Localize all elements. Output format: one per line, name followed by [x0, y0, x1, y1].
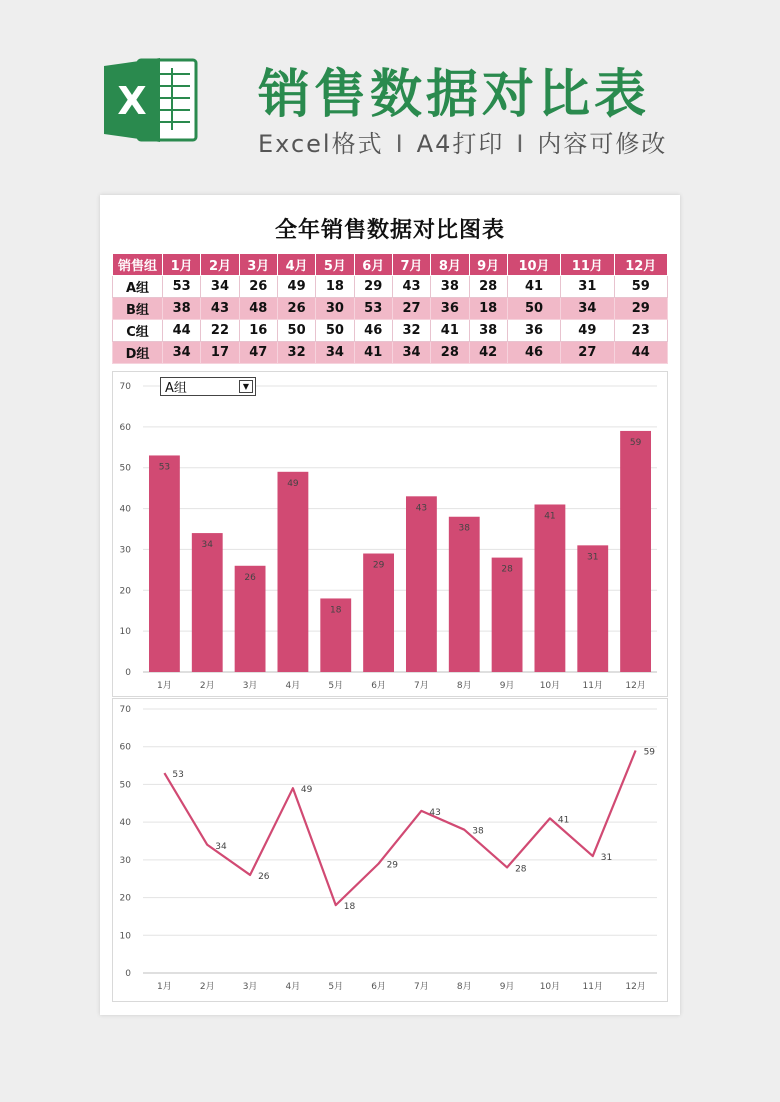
table-value-cell: 32	[392, 320, 430, 342]
subline-separator: I	[516, 130, 526, 158]
bar	[363, 554, 394, 672]
y-tick-label: 40	[119, 818, 131, 829]
table-row	[113, 320, 668, 342]
table-value-cell: 22	[201, 320, 239, 342]
x-tick-label: 8月	[456, 681, 472, 691]
line-chart-svg	[113, 699, 667, 1001]
table-value-cell: 30	[316, 298, 354, 320]
bar-data-label: 43	[415, 503, 428, 514]
bar	[449, 517, 480, 672]
table-value-cell: 31	[561, 276, 614, 298]
x-tick-label: 5月	[328, 982, 344, 992]
y-tick-label: 50	[119, 463, 131, 474]
bar	[620, 431, 651, 672]
logo-letter: X	[117, 79, 147, 123]
x-tick-label: 10月	[539, 681, 561, 691]
table-value-cell: 43	[201, 298, 239, 320]
y-tick-label: 20	[119, 586, 131, 597]
line-data-label: 18	[343, 902, 356, 913]
bar-data-label: 41	[544, 511, 556, 522]
table-value-cell: 43	[392, 276, 430, 298]
x-tick-label: 7月	[414, 982, 429, 992]
table-value-cell: 53	[354, 298, 392, 320]
series-line	[164, 750, 635, 905]
table-row	[113, 276, 668, 298]
table-value-cell: 27	[392, 298, 430, 320]
x-tick-label: 11月	[582, 681, 603, 691]
table-value-cell: 36	[507, 320, 560, 342]
y-tick-label: 40	[119, 504, 131, 515]
table-month-header: 7月	[392, 254, 430, 276]
sales-table	[112, 253, 668, 364]
table-value-cell: 46	[354, 320, 392, 342]
y-tick-label: 60	[119, 422, 131, 433]
bar-data-label: 26	[244, 572, 256, 583]
table-value-cell: 29	[614, 298, 667, 320]
x-tick-label: 3月	[242, 982, 258, 992]
x-tick-label: 1月	[157, 681, 172, 691]
x-tick-label: 1月	[157, 982, 172, 992]
table-value-cell: 41	[507, 276, 560, 298]
table-value-cell: 36	[431, 298, 469, 320]
page-headline: 销售数据对比表	[258, 65, 651, 125]
table-row	[113, 342, 668, 364]
table-value-cell: 44	[163, 320, 201, 342]
x-tick-label: 6月	[371, 681, 386, 691]
table-value-cell: 44	[614, 342, 667, 364]
bar-chart	[112, 371, 668, 697]
excel-icon	[100, 50, 200, 150]
line-data-label: 59	[643, 747, 656, 758]
x-tick-label: 8月	[456, 982, 472, 992]
bar-data-label: 53	[158, 462, 171, 473]
table-header-row	[113, 254, 668, 276]
table-month-header: 4月	[277, 254, 315, 276]
table-value-cell: 34	[561, 298, 614, 320]
x-tick-label: 9月	[499, 681, 515, 691]
x-tick-label: 3月	[242, 681, 258, 691]
line-data-label: 43	[429, 807, 441, 818]
line-data-label: 41	[557, 815, 570, 826]
table-month-header: 9月	[469, 254, 507, 276]
y-tick-label: 10	[119, 931, 131, 942]
x-tick-label: 11月	[582, 982, 603, 992]
table-month-header: 10月	[507, 254, 560, 276]
y-tick-label: 20	[119, 893, 131, 904]
line-data-label: 53	[172, 770, 184, 781]
table-value-cell: 50	[507, 298, 560, 320]
line-data-label: 38	[472, 826, 484, 837]
bar-data-label: 59	[629, 437, 642, 448]
y-tick-label: 60	[119, 742, 131, 753]
table-value-cell: 27	[561, 342, 614, 364]
table-value-cell: 59	[614, 276, 667, 298]
bar-data-label: 49	[287, 478, 299, 489]
line-data-label: 28	[515, 864, 527, 875]
dropdown-arrow-icon[interactable]: ▼	[239, 380, 253, 393]
line-data-label: 29	[386, 860, 399, 871]
x-tick-label: 12月	[625, 681, 646, 691]
table-value-cell: 34	[201, 276, 239, 298]
y-tick-label: 30	[119, 855, 131, 866]
subline-paper: A4打印	[416, 130, 505, 158]
table-group-cell: B组	[113, 298, 163, 320]
table-month-header: 3月	[239, 254, 277, 276]
table-value-cell: 46	[507, 342, 560, 364]
table-value-cell: 49	[561, 320, 614, 342]
table-month-header: 5月	[316, 254, 354, 276]
page-subline	[258, 124, 667, 159]
table-value-cell: 26	[239, 276, 277, 298]
sheet-title: 全年销售数据对比图表	[274, 218, 505, 243]
x-tick-label: 12月	[625, 982, 646, 992]
y-tick-label: 30	[119, 545, 131, 556]
bar-data-label: 38	[458, 523, 470, 534]
table-value-cell: 17	[201, 342, 239, 364]
table-value-cell: 53	[163, 276, 201, 298]
table-month-header: 11月	[561, 254, 614, 276]
table-value-cell: 26	[277, 298, 315, 320]
x-tick-label: 9月	[499, 982, 515, 992]
table-value-cell: 34	[316, 342, 354, 364]
table-value-cell: 18	[316, 276, 354, 298]
x-tick-label: 5月	[328, 681, 344, 691]
group-select[interactable]	[160, 377, 256, 396]
table-value-cell: 50	[316, 320, 354, 342]
table-month-header: 1月	[163, 254, 201, 276]
table-value-cell: 49	[277, 276, 315, 298]
bar-data-label: 34	[201, 540, 213, 551]
x-tick-label: 6月	[371, 982, 386, 992]
subline-separator: I	[395, 130, 405, 158]
line-data-label: 31	[600, 853, 613, 864]
table-group-cell: C组	[113, 320, 163, 342]
bar-chart-svg	[113, 372, 667, 696]
bar	[577, 545, 608, 672]
y-tick-label: 0	[125, 969, 131, 979]
bar-data-label: 28	[501, 564, 513, 575]
subline-edit: 内容可修改	[537, 130, 668, 158]
bar	[534, 504, 565, 672]
line-chart	[112, 698, 668, 1002]
bar-data-label: 18	[330, 605, 342, 616]
table-value-cell: 41	[431, 320, 469, 342]
x-tick-label: 4月	[285, 681, 301, 691]
x-tick-label: 4月	[285, 982, 301, 992]
table-value-cell: 50	[277, 320, 315, 342]
x-tick-label: 2月	[199, 982, 215, 992]
table-value-cell: 16	[239, 320, 277, 342]
y-tick-label: 50	[119, 780, 131, 791]
table-group-cell: A组	[113, 276, 163, 298]
line-data-label: 34	[215, 841, 227, 852]
table-value-cell: 42	[469, 342, 507, 364]
bar	[149, 455, 180, 672]
table-value-cell: 38	[163, 298, 201, 320]
spreadsheet-sheet	[100, 195, 680, 1015]
table-month-header: 6月	[354, 254, 392, 276]
table-value-cell: 23	[614, 320, 667, 342]
subline-format: Excel格式	[258, 130, 384, 158]
line-data-label: 49	[300, 785, 313, 796]
bar-data-label: 31	[587, 552, 599, 563]
table-month-header: 8月	[431, 254, 469, 276]
table-corner-header: 销售组	[113, 254, 163, 276]
bar	[192, 533, 223, 672]
table-row	[113, 298, 668, 320]
group-select-value: A组	[165, 381, 187, 396]
table-value-cell: 47	[239, 342, 277, 364]
y-tick-label: 10	[119, 627, 131, 638]
y-tick-label: 70	[119, 705, 131, 715]
table-value-cell: 28	[469, 276, 507, 298]
bar	[277, 472, 308, 672]
line-data-label: 26	[258, 871, 270, 882]
x-tick-label: 7月	[414, 681, 429, 691]
table-value-cell: 18	[469, 298, 507, 320]
table-value-cell: 38	[469, 320, 507, 342]
table-value-cell: 48	[239, 298, 277, 320]
table-value-cell: 28	[431, 342, 469, 364]
table-value-cell: 32	[277, 342, 315, 364]
y-tick-label: 70	[119, 382, 131, 392]
x-tick-label: 10月	[539, 982, 561, 992]
y-tick-label: 0	[125, 668, 131, 678]
bar	[406, 496, 437, 672]
table-value-cell: 34	[163, 342, 201, 364]
bar-data-label: 29	[372, 560, 385, 571]
bar	[492, 558, 523, 672]
table-group-cell: D组	[113, 342, 163, 364]
table-value-cell: 29	[354, 276, 392, 298]
x-tick-label: 2月	[199, 681, 215, 691]
table-month-header: 12月	[614, 254, 667, 276]
table-value-cell: 38	[431, 276, 469, 298]
table-value-cell: 41	[354, 342, 392, 364]
table-value-cell: 34	[392, 342, 430, 364]
table-month-header: 2月	[201, 254, 239, 276]
